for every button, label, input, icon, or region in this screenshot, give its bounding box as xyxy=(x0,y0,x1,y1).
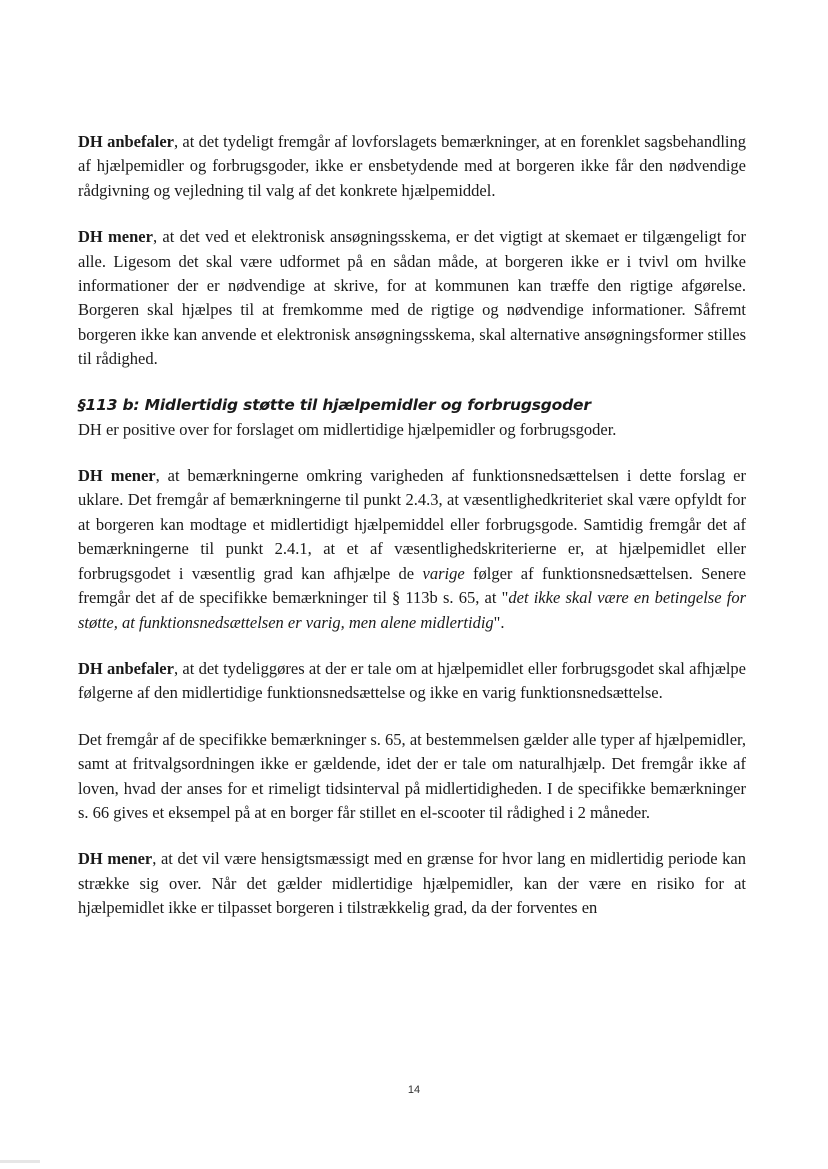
paragraph-text: , at bemærkningerne omkring varigheden af funktionsnedsættelsen i dette forslag er uklare. Det fremgår af bemærkningerne til punkt 2.4.3, at væsentlighedkriteriet skal være opfyldt for at borgeren kan modtage et midlertidigt hjælpemiddel eller forbrugsgode. Samtidig fremgår det af bemærkningerne til punkt 2.4.1, at et af væsentlighedskriterierne er, at hjælpemidlet eller forbrugsgodet i væsentlig grad kan afhjælpe de xyxy=(78,466,746,583)
paragraph-lead: DH mener xyxy=(78,227,153,247)
paragraph-text: , at det ved et elektronisk ansøgningsskema, er det vigtigt at skemaet er tilgængeligt for alle. Ligesom det skal være udformet på en sådan måde, at borgeren ikke er i tvivl om hvilke informationer der er nødvendige at skrive, for at kommunen kan træffe den rigtige afgørelse. Borgeren skal hjælpes til at fremkomme med de rigtige og nødvendige informationer. Såfremt borgeren ikke kan anvende et elektronisk ansøgningsskema, skal alternative ansøgningsformer stilles til rådighed. xyxy=(78,227,746,369)
paragraph-lead: DH mener xyxy=(78,849,153,869)
paragraph-dh-mener-3 xyxy=(78,847,746,920)
paragraph-intro: DH er positive over for forslaget om midlertidige hjælpemidler og forbrugsgoder. xyxy=(78,419,617,439)
paragraph-lead: DH mener xyxy=(78,466,156,486)
paragraph-dh-anbefaler-2 xyxy=(78,657,746,706)
paragraph-text: følger af funktionsnedsættelsen. Senere fremgår det af de specifikke bemærkninger til § 113b s. 65, at " xyxy=(78,563,747,608)
paragraph-dh-mener-1 xyxy=(78,225,746,371)
section-heading: §113 b: Midlertidig støtte til hjælpemidler og forbrugsgoder xyxy=(78,395,591,414)
scan-edge-mark xyxy=(0,1160,40,1163)
paragraph-text: , at det tydeligt fremgår af lovforslagets bemærkninger, at en forenklet sagsbehandling af hjælpemidler og forbrugsgoder, ikke er ensbetydende med at borgeren ikke får den nødvendige rådgivning og vejledning til valg af det konkrete hjælpemiddel. xyxy=(78,132,746,200)
paragraph-text: , at det tydeliggøres at der er tale om at hjælpemidlet eller forbrugsgodet skal afhjælpe følgerne af den midlertidige funktionsnedsættelse og ikke en varig funktionsnedsættelse. xyxy=(78,658,746,703)
paragraph-lead: DH anbefaler xyxy=(78,132,174,151)
paragraph-lead: DH anbefaler xyxy=(78,658,174,678)
paragraph-text: , at det vil være hensigtsmæssigt med en grænse for hvor lang en midlertidig periode kan strække sig over. Når det gælder midlertidige hjælpemidler, kan der være en risiko for at hjælpemidlet ikke er tilpasset borgeren i tilstrækkelig grad, da der forventes en xyxy=(78,849,746,918)
page-number: 14 xyxy=(407,1084,421,1096)
paragraph-text: ". xyxy=(493,612,505,632)
paragraph-emphasis: varige xyxy=(422,563,465,583)
document-body xyxy=(78,130,746,943)
paragraph-bemaerkninger: Det fremgår af de specifikke bemærkninger s. 65, at bestemmelsen gælder alle typer af hjælpemidler, samt at fritvalgsordningen ikke er gældende, idet der er tale om naturalhjælp. Det fremgår ikke af loven, hvad der anses for et rimeligt tidsinterval på midlertidigheden. I de specifikke bemærkninger s. 66 gives et eksempel på at en borger får stillet en el-scooter til rådighed i 2 måneder. xyxy=(78,729,746,822)
paragraph-quote: det ikke skal være en betingelse for støtte, at funktionsnedsættelsen er varig, men alene midlertidig xyxy=(78,588,746,632)
paragraph-dh-anbefaler-1 xyxy=(78,130,746,203)
paragraph-dh-mener-2 xyxy=(78,464,746,635)
